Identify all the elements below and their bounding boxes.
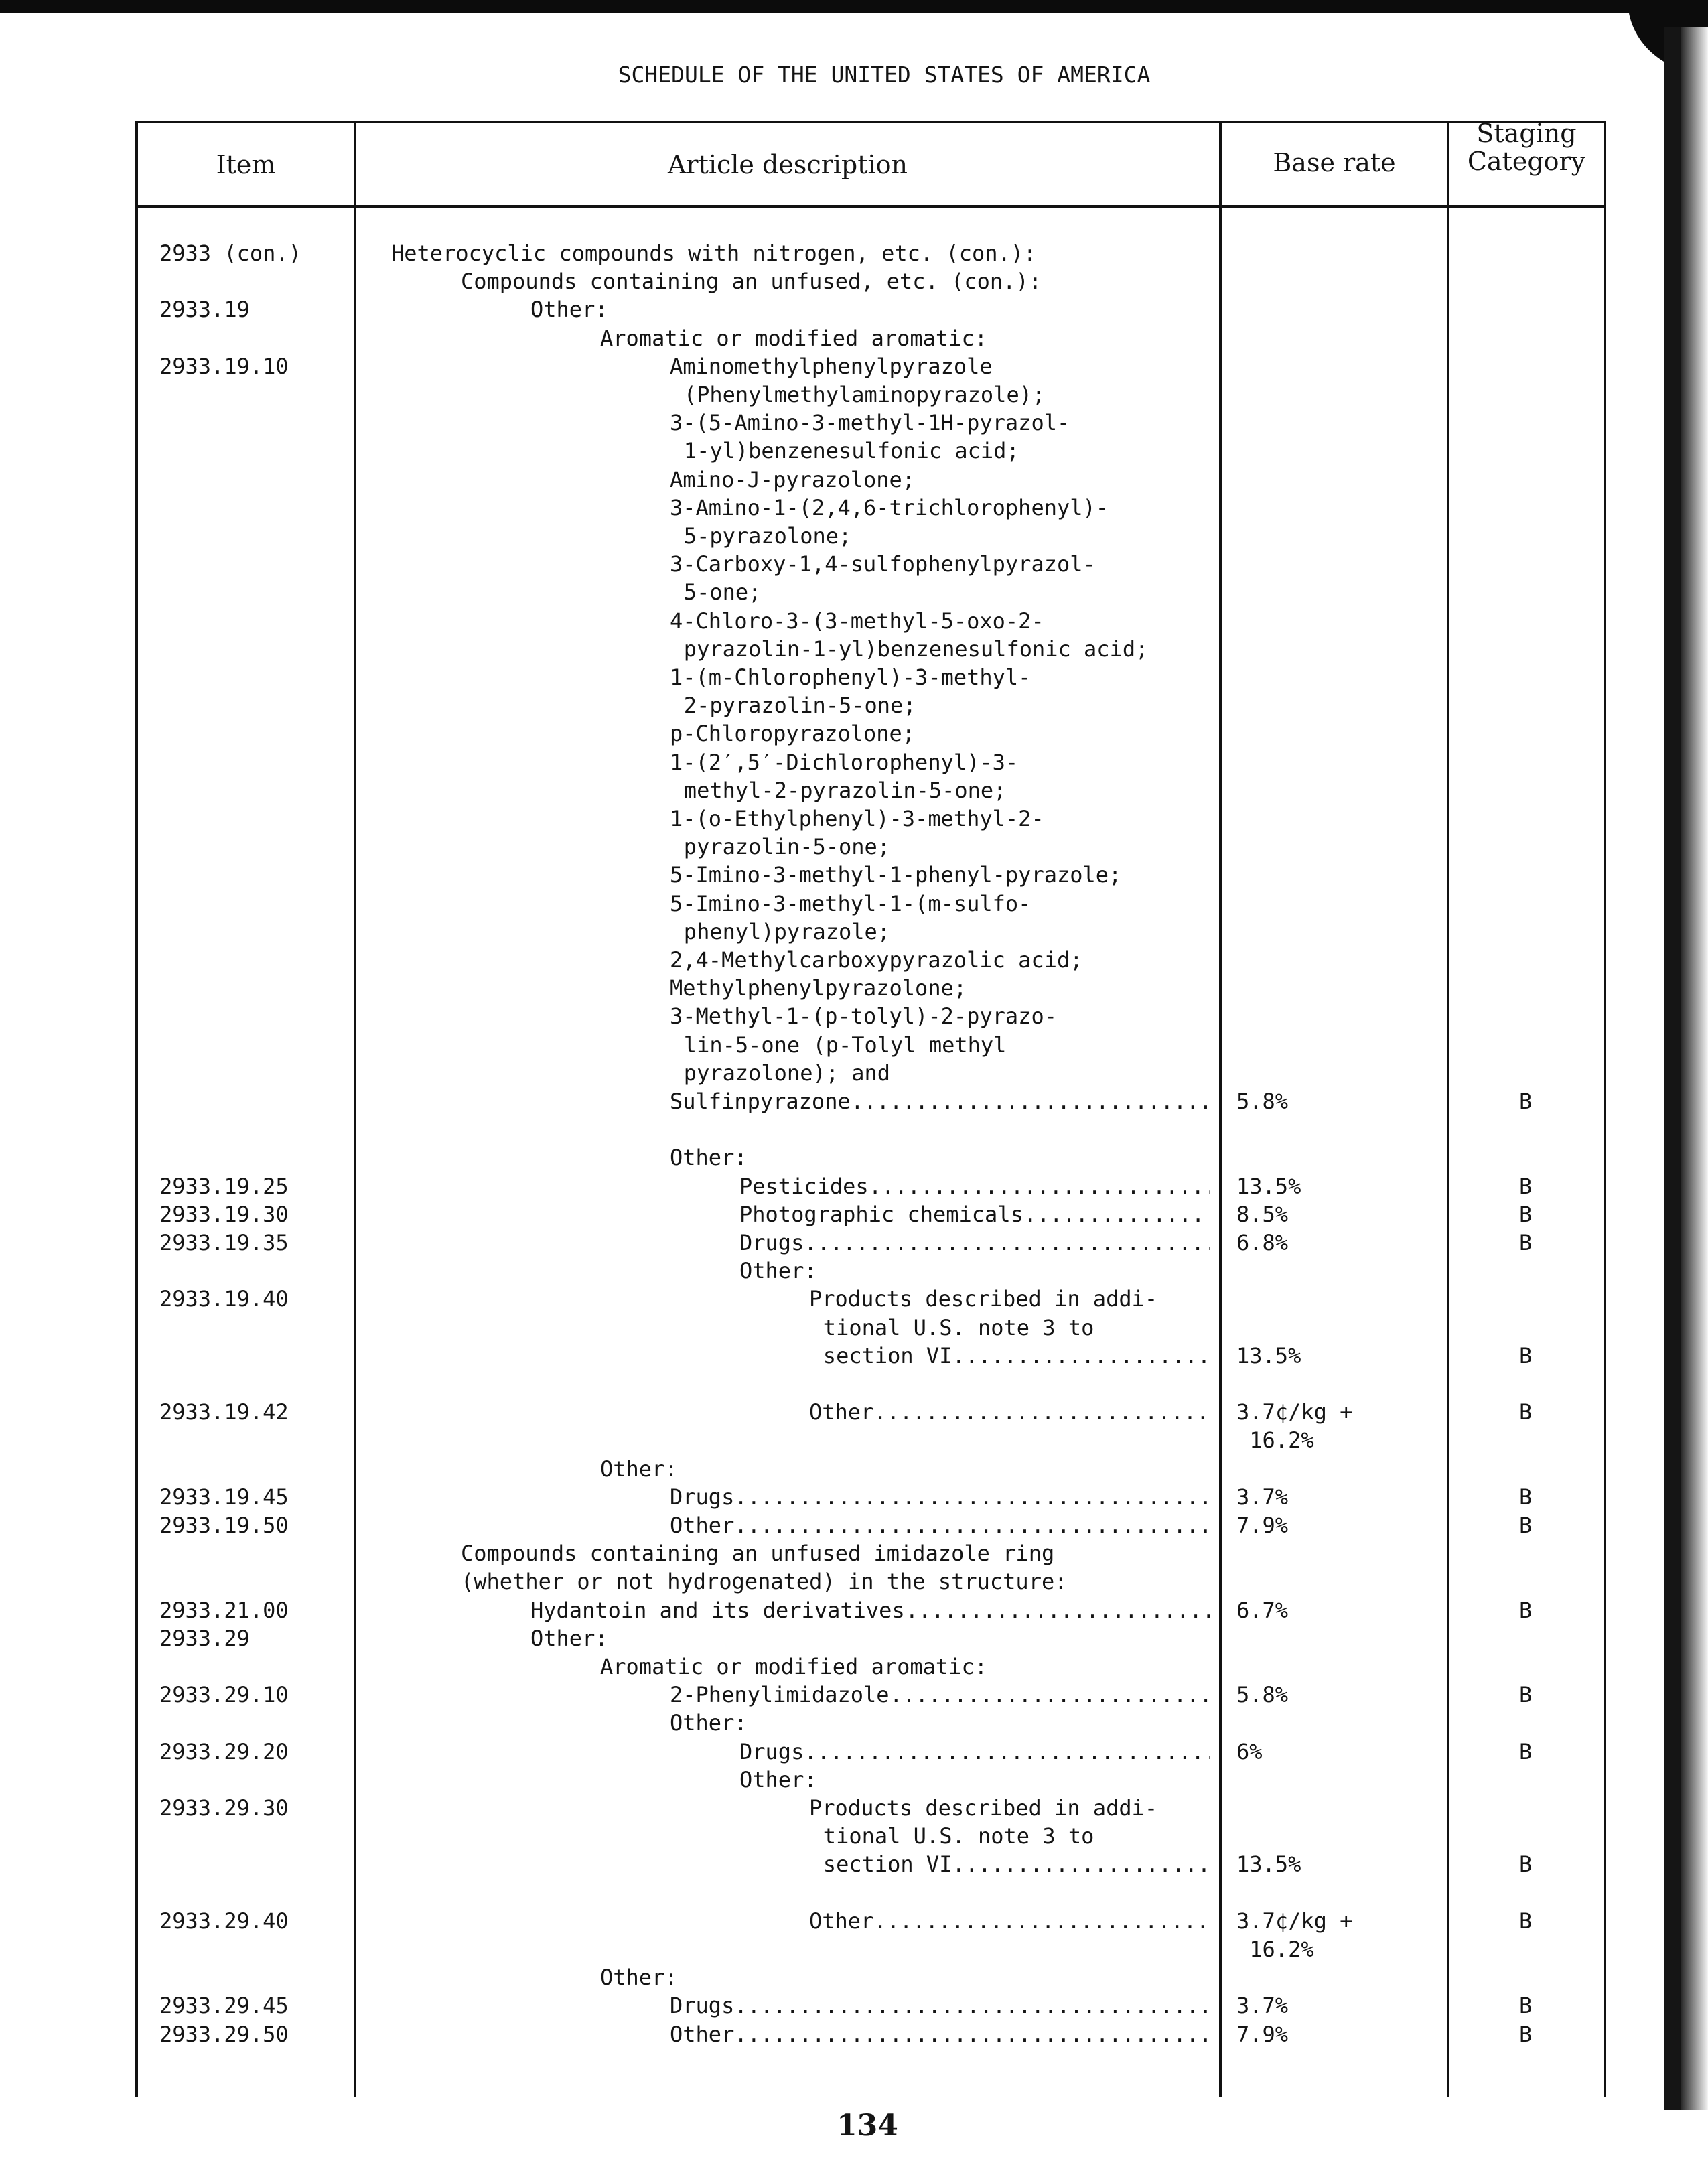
table-row <box>0 578 1708 606</box>
column-header-item: Item <box>216 150 276 180</box>
table-row <box>0 861 1708 889</box>
dot-leader <box>889 1681 1210 1709</box>
table-row <box>0 239 1708 267</box>
dot-leader <box>735 1991 1210 2020</box>
article-description: 5-Imino-3-methyl-1-phenyl-pyrazole; <box>670 862 1122 888</box>
staging-category: B <box>1519 1512 1533 1538</box>
article-description: pyrazolone); and <box>683 1060 891 1086</box>
table-row <box>0 1059 1708 1087</box>
article-description: 3-Methyl-1-(p-tolyl)-2-pyrazo- <box>670 1003 1057 1030</box>
base-rate: 16.2% <box>1236 1936 1314 1962</box>
base-rate: 5.8% <box>1236 1682 1289 1708</box>
article-description: section VI <box>823 1342 952 1368</box>
article-description: Aromatic or modified aromatic: <box>600 325 987 351</box>
article-description: Pesticides <box>739 1173 869 1199</box>
table-row <box>0 1143 1708 1172</box>
article-description: Other <box>809 1399 874 1425</box>
article-description: 1-(o-Ethylphenyl)-3-methyl-2- <box>670 806 1044 831</box>
article-description: Products described in addi- <box>809 1286 1158 1312</box>
item-number: 2933.29.20 <box>159 1738 289 1764</box>
table-row <box>0 1935 1708 1963</box>
dot-leader <box>851 1087 1210 1115</box>
article-description: lin-5-one (p-Tolyl methyl <box>683 1032 1007 1058</box>
table-row <box>0 1455 1708 1483</box>
article-description: 4-Chloro-3-(3-methyl-5-oxo-2- <box>670 608 1044 634</box>
table-row <box>0 1907 1708 1935</box>
article-description: Methylphenylpyrazolone; <box>670 975 967 1001</box>
dot-leader <box>869 1172 1210 1200</box>
base-rate: 13.5% <box>1236 1342 1301 1368</box>
table-row <box>0 1991 1708 2020</box>
article-description: Other: <box>530 297 608 323</box>
table-row <box>0 522 1708 550</box>
table-row <box>0 1624 1708 1652</box>
article-description: Other <box>809 1908 874 1934</box>
article-description: Other <box>670 2021 735 2047</box>
article-description: Drugs <box>670 1484 735 1510</box>
article-description: 1-yl)benzenesulfonic acid; <box>683 438 1019 464</box>
article-description: Other: <box>739 1258 817 1284</box>
article-description: tional U.S. note 3 to <box>823 1314 1094 1340</box>
table-row <box>0 437 1708 465</box>
table-row <box>0 1031 1708 1059</box>
table-row <box>0 833 1708 861</box>
staging-category: B <box>1519 1088 1533 1114</box>
staging-category: B <box>1519 1851 1533 1878</box>
table-row <box>0 1681 1708 1709</box>
article-description: section VI <box>823 1851 952 1878</box>
table-row <box>0 324 1708 352</box>
table-row <box>0 1738 1708 1766</box>
table-row <box>0 1285 1708 1313</box>
table-row <box>0 1850 1708 1878</box>
table-row <box>0 352 1708 380</box>
article-description: 1-(m-Chlorophenyl)-3-methyl- <box>670 664 1031 690</box>
table-row <box>0 550 1708 578</box>
table-row <box>0 663 1708 691</box>
base-rate: 7.9% <box>1236 1512 1289 1538</box>
dot-leader <box>735 1511 1210 1539</box>
item-number: 2933.21.00 <box>159 1597 289 1623</box>
page-title: SCHEDULE OF THE UNITED STATES OF AMERICA <box>618 62 1151 88</box>
article-description: Other: <box>670 1710 748 1736</box>
item-number: 2933.19.25 <box>159 1173 289 1199</box>
table-row <box>0 1398 1708 1426</box>
article-description: Other: <box>670 1145 748 1171</box>
article-description: Compounds containing an unfused imidazole ring <box>461 1541 1055 1567</box>
table-row <box>0 1567 1708 1596</box>
staging-category: B <box>1519 1993 1533 2019</box>
base-rate: 13.5% <box>1236 1173 1301 1199</box>
staging-category: B <box>1519 1173 1533 1199</box>
item-number: 2933.19.40 <box>159 1286 289 1312</box>
article-description: tional U.S. note 3 to <box>823 1823 1094 1849</box>
table-row <box>0 1766 1708 1794</box>
table-row <box>0 1511 1708 1539</box>
table-row <box>0 804 1708 833</box>
base-rate: 3.7% <box>1236 1993 1289 2019</box>
base-rate: 6.7% <box>1236 1597 1289 1623</box>
base-rate: 8.5% <box>1236 1201 1289 1227</box>
table-row <box>0 1370 1708 1398</box>
page-number: 134 <box>837 2109 898 2143</box>
table-row <box>0 1539 1708 1567</box>
article-description: Drugs <box>739 1738 804 1764</box>
article-description: Drugs <box>670 1993 735 2019</box>
item-number: 2933.29.50 <box>159 2021 289 2047</box>
article-description: Other: <box>600 1965 678 1991</box>
base-rate: 3.7% <box>1236 1484 1289 1510</box>
table-row <box>0 1087 1708 1115</box>
article-description: Aromatic or modified aromatic: <box>600 1654 987 1679</box>
table-row <box>0 1963 1708 1991</box>
article-description: Other <box>670 1512 735 1538</box>
staging-category: B <box>1519 1342 1533 1368</box>
item-number: 2933.19.45 <box>159 1484 289 1510</box>
table-row <box>0 409 1708 437</box>
table-row <box>0 1652 1708 1681</box>
table-row <box>0 1426 1708 1454</box>
scan-top-edge <box>0 0 1708 13</box>
article-description: methyl-2-pyrazolin-5-one; <box>683 777 1007 803</box>
item-number: 2933.19.35 <box>159 1230 289 1255</box>
article-description: p-Chloropyrazolone; <box>670 721 916 747</box>
table-row <box>0 1709 1708 1737</box>
article-description: Products described in addi- <box>809 1795 1158 1821</box>
base-rate: 13.5% <box>1236 1851 1301 1878</box>
table-row <box>0 1172 1708 1200</box>
article-description: pyrazolin-5-one; <box>683 834 891 860</box>
table-row <box>0 380 1708 409</box>
dot-leader <box>735 2020 1210 2048</box>
item-number: 2933.19.50 <box>159 1512 289 1538</box>
table-row <box>0 748 1708 776</box>
staging-category: B <box>1519 1682 1533 1708</box>
column-header-staging-line2: Category <box>1467 147 1586 176</box>
table-row <box>0 974 1708 1002</box>
dot-leader <box>952 1850 1210 1878</box>
article-description: Other: <box>600 1456 678 1482</box>
table-row <box>0 1257 1708 1285</box>
table-row <box>0 1879 1708 1907</box>
dot-leader <box>1024 1200 1210 1228</box>
table-row <box>0 918 1708 946</box>
item-number: 2933.29.45 <box>159 1993 289 2019</box>
article-description: 2,4-Methylcarboxypyrazolic acid; <box>670 947 1083 973</box>
staging-category: B <box>1519 1738 1533 1764</box>
staging-category: B <box>1519 1908 1533 1934</box>
table-row <box>0 1115 1708 1143</box>
column-header-staging-line1: Staging <box>1476 119 1577 148</box>
table-row <box>0 1228 1708 1257</box>
table-row <box>0 295 1708 324</box>
article-description: Heterocyclic compounds with nitrogen, etc. (con.): <box>391 240 1037 266</box>
item-number: 2933.29.30 <box>159 1795 289 1821</box>
article-description: 3-(5-Amino-3-methyl-1H-pyrazol- <box>670 410 1070 436</box>
staging-category: B <box>1519 1230 1533 1255</box>
table-row <box>0 890 1708 918</box>
item-number: 2933.19 <box>159 297 250 323</box>
dot-leader <box>906 1596 1210 1624</box>
article-description: 5-Imino-3-methyl-1-(m-sulfo- <box>670 890 1031 916</box>
base-rate: 3.7¢/kg + <box>1236 1908 1353 1934</box>
base-rate: 5.8% <box>1236 1088 1289 1114</box>
table-row <box>0 1314 1708 1342</box>
base-rate: 6% <box>1236 1738 1263 1764</box>
base-rate: 16.2% <box>1236 1427 1314 1454</box>
table-row <box>0 2020 1708 2048</box>
column-header-description: Article description <box>667 150 908 180</box>
item-number: 2933.19.10 <box>159 353 289 379</box>
article-description: Hydantoin and its derivatives <box>530 1597 905 1623</box>
table-row <box>0 635 1708 663</box>
article-description: Amino-J-pyrazolone; <box>670 466 916 492</box>
staging-category: B <box>1519 1597 1533 1623</box>
staging-category: B <box>1519 2021 1533 2047</box>
article-description: 2-pyrazolin-5-one; <box>683 693 916 719</box>
article-description: 3-Carboxy-1,4-sulfophenylpyrazol- <box>670 551 1096 577</box>
article-description: 1-(2′,5′-Dichlorophenyl)-3- <box>670 749 1019 775</box>
base-rate: 6.8% <box>1236 1230 1289 1255</box>
item-number: 2933.29.40 <box>159 1908 289 1934</box>
article-description: phenyl)pyrazole; <box>683 918 891 944</box>
article-description: 5-pyrazolone; <box>683 523 852 549</box>
table-row <box>0 1822 1708 1850</box>
article-description: Compounds containing an unfused, etc. (con.): <box>461 269 1042 295</box>
table-row <box>0 719 1708 748</box>
column-header-base-rate: Base rate <box>1273 148 1396 178</box>
table-row <box>0 1200 1708 1228</box>
article-description: (Phenylmethylaminopyrazole); <box>683 382 1046 407</box>
item-number: 2933.29.10 <box>159 1682 289 1708</box>
article-description: 2-Phenylimidazole <box>670 1682 889 1708</box>
table-row <box>0 607 1708 635</box>
article-description: Drugs <box>739 1230 804 1255</box>
item-number: 2933.19.42 <box>159 1399 289 1425</box>
article-description: Aminomethylphenylpyrazole <box>670 353 993 379</box>
staging-category: B <box>1519 1399 1533 1425</box>
dot-leader <box>804 1738 1210 1766</box>
table-row <box>0 1794 1708 1822</box>
item-number: 2933.19.30 <box>159 1201 289 1227</box>
table-row <box>0 946 1708 974</box>
table-row <box>0 1002 1708 1030</box>
dot-leader <box>735 1483 1210 1511</box>
table-row <box>0 1342 1708 1370</box>
dot-leader <box>874 1907 1210 1935</box>
article-description: Photographic chemicals <box>739 1201 1023 1227</box>
item-number: 2933.29 <box>159 1625 250 1651</box>
table-row <box>0 1483 1708 1511</box>
table-row <box>0 466 1708 494</box>
table-row <box>0 691 1708 719</box>
staging-category: B <box>1519 1201 1533 1227</box>
article-description: (whether or not hydrogenated) in the structure: <box>461 1569 1068 1595</box>
article-description: Sulfinpyrazone <box>670 1088 851 1114</box>
table-row <box>0 494 1708 522</box>
article-description: Other: <box>530 1625 608 1651</box>
item-number: 2933 (con.) <box>159 240 301 266</box>
article-description: 3-Amino-1-(2,4,6-trichlorophenyl)- <box>670 494 1109 520</box>
table-row <box>0 776 1708 804</box>
article-description: Other: <box>739 1766 817 1792</box>
article-description: pyrazolin-1-yl)benzenesulfonic acid; <box>683 636 1149 662</box>
table-row <box>0 267 1708 295</box>
dot-leader <box>804 1228 1210 1257</box>
article-description: 5-one; <box>683 579 762 606</box>
staging-category: B <box>1519 1484 1533 1510</box>
base-rate: 3.7¢/kg + <box>1236 1399 1353 1425</box>
dot-leader <box>874 1398 1210 1426</box>
table-row <box>0 1596 1708 1624</box>
dot-leader <box>952 1342 1210 1370</box>
base-rate: 7.9% <box>1236 2021 1289 2047</box>
